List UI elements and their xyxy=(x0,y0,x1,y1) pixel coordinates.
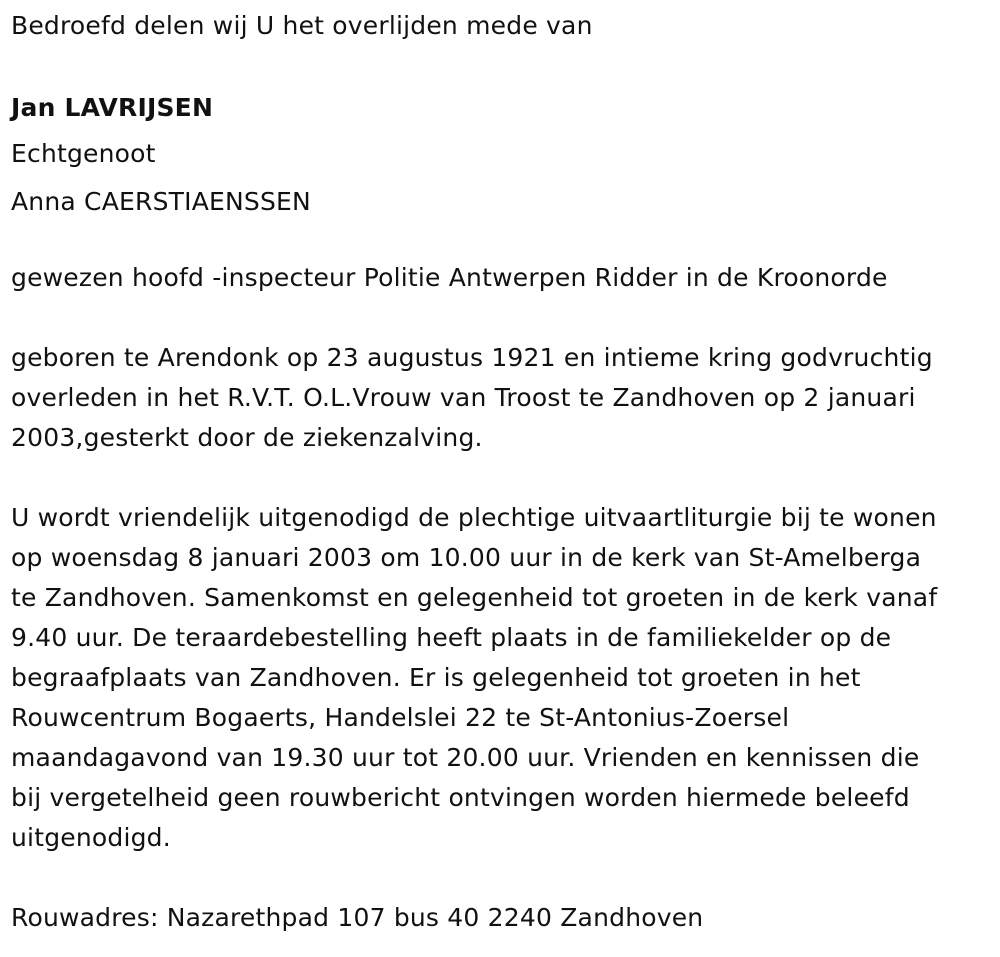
birth-death-paragraph xyxy=(11,338,996,458)
paragraph-line: uitgenodigd. xyxy=(11,823,171,852)
spacer xyxy=(11,226,996,258)
paragraph-line: Rouwcentrum Bogaerts, Handelslei 22 te St-Antonius-Zoersel xyxy=(11,703,790,732)
paragraph-line: geboren te Arendonk op 23 augustus 1921 en intieme kring godvruchtig xyxy=(11,343,933,372)
obituary-document xyxy=(11,6,996,938)
paragraph-line: begraafplaats van Zandhoven. Er is gelegenheid tot groeten in het xyxy=(11,663,861,692)
paragraph-line: 9.40 uur. De teraardebestelling heeft plaats in de familiekelder op de xyxy=(11,623,892,652)
intro-text: Bedroefd delen wij U het overlijden mede van xyxy=(11,11,593,40)
invitation-paragraph xyxy=(11,498,996,858)
paragraph-line: 2003,gesterkt door de ziekenzalving. xyxy=(11,423,483,452)
spacer xyxy=(11,458,996,498)
paragraph-line: U wordt vriendelijk uitgenodigd de plechtige uitvaartliturgie bij te wonen xyxy=(11,503,937,532)
paragraph-line: overleden in het R.V.T. O.L.Vrouw van Troost te Zandhoven op 2 januari xyxy=(11,383,916,412)
paragraph-line: te Zandhoven. Samenkomst en gelegenheid tot groeten in de kerk vanaf xyxy=(11,583,938,612)
spacer xyxy=(11,858,996,898)
spacer xyxy=(11,298,996,338)
title-line: gewezen hoofd -inspecteur Politie Antwerpen Ridder in de Kroonorde xyxy=(11,263,888,292)
mourning-address: Rouwadres: Nazarethpad 107 bus 40 2240 Zandhoven xyxy=(11,903,704,932)
relation-text: Echtgenoot xyxy=(11,139,156,168)
paragraph-line: maandagavond van 19.30 uur tot 20.00 uur. Vrienden en kennissen die xyxy=(11,743,920,772)
paragraph-line: op woensdag 8 januari 2003 om 10.00 uur in de kerk van St-Amelberga xyxy=(11,543,922,572)
spacer xyxy=(11,46,996,86)
paragraph-line: bij vergetelheid geen rouwbericht ontvingen worden hiermede beleefd xyxy=(11,783,910,812)
deceased-name: Jan LAVRIJSEN xyxy=(11,93,214,122)
spouse-name: Anna CAERSTIAENSSEN xyxy=(11,187,311,216)
